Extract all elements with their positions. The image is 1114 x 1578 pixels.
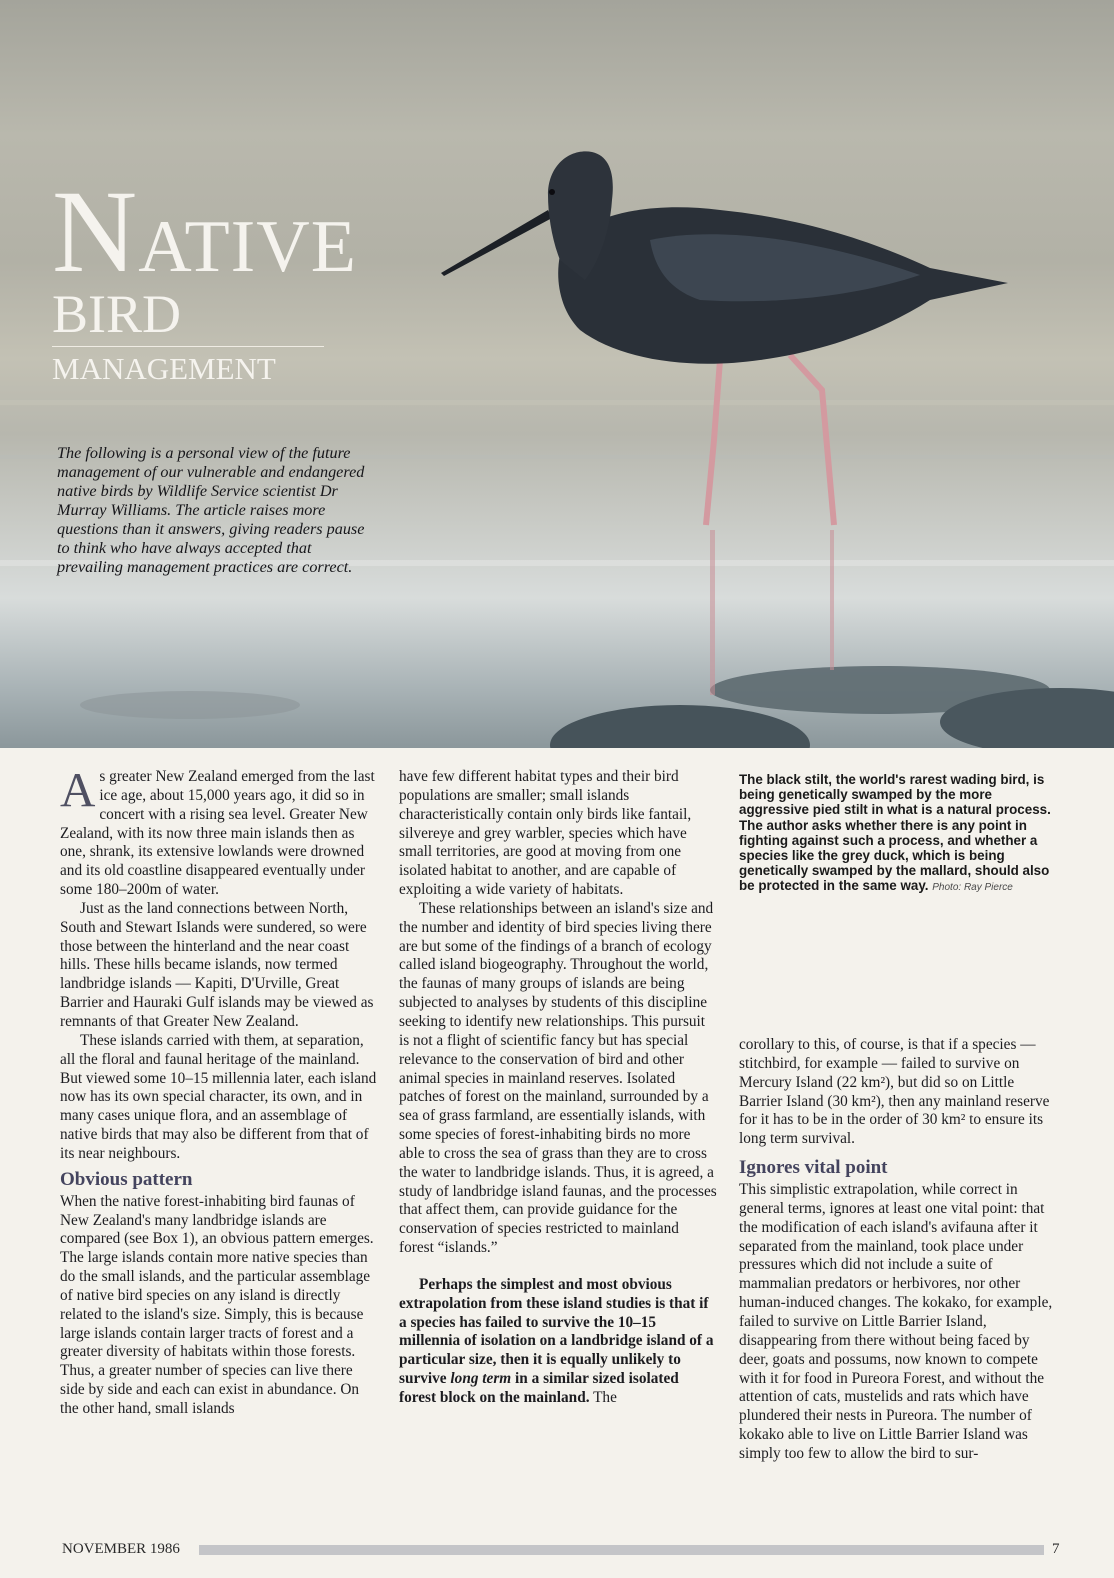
col2-paragraph-2: These relationships between an island's size and the number and identity of bird species living there are but some of the findings of a branch of ecology called island biogeography. Throughout the world, the faunas of many groups of islands are being subjected to analyses by students of this discipline seeking to identify new relationships. This pursuit is not a flight of scientific fancy but has special relevance to the conservation of bird and other animal species in mainland reserves. Isolated patches of forest on the mainland, surrounded by a sea of grass farmland, are essentially islands, with some species of forest-inhabiting birds no more able to cross the sea of grass than they are to cross the water to landbridge islands. Thus, it is agreed, a study of landbridge island faunas, and the processes that affect them, can provide guidance for the conservation of species restricted to mainland forest “islands.”	[399, 899, 717, 1257]
hero-photo	[0, 0, 1114, 748]
drop-cap: A	[60, 762, 96, 817]
col1-paragraph-1	[60, 762, 378, 900]
column-3	[739, 1036, 1061, 1464]
footer-rule	[199, 1545, 1044, 1555]
issue-date: NOVEMBER 1986	[62, 1541, 180, 1557]
photo-caption	[739, 772, 1059, 896]
col2-paragraph-1: have few different habitat types and their bird populations are smaller; small islands characteristically contain only birds like fantail, silvereye and grey warbler, species which have small territories, are good at moving from one isolated habitat to another, and are capable of exploiting a wide variety of habitats.	[399, 768, 692, 899]
col1-paragraph-2: Just as the land connections between North, South and Stewart Islands were sundered, so were those between the hinterland and the near coast hills. These hills became islands, now termed landbridge islands — Kapiti, D'Urville, Great Barrier and Hauraki Gulf islands may be viewed as remnants of that Greater New Zealand.	[60, 899, 374, 1030]
col2-pull-paragraph	[399, 1276, 717, 1408]
title-rule	[52, 346, 324, 347]
column-2	[399, 768, 717, 1408]
title-line-bird: BIRD	[52, 284, 182, 344]
col3-paragraph-2: This simplistic extrapolation, while correct in general terms, ignores at least one vital point: that the modification of each island's avifauna after it separated from the mainland, took place under pressures which did not include a suite of mammalian predators or herbivores, nor other human-induced changes. The kokako, for example, failed to survive on Little Barrier Island, disappearing from there without being faced by deer, goats and possums, now known to compete with it for food in Pureora Forest, and without the attention of cats, mustelids and rats which have plundered their nests in Pureora. The number of kokako able to live on Little Barrier Island was simply too few to allow the bird to sur-	[739, 1181, 1053, 1462]
col3-paragraph-1: corollary to this, of course, is that if a species — stitchbird, for example — failed to survive on Mercury Island (22 km²), but did so on Little Barrier Island (30 km²), then any mainland reserve for it has to be in the order of 30 km² to ensure its long term survival.	[739, 1036, 1050, 1148]
article-title	[52, 166, 357, 389]
pull-text-a: Perhaps the simplest and most obvious extrapolation from these island studies is that if a species has failed to survive the 10–15 millennia of isolation on a landbridge island of a particular size, then it is equally unlikely to survive	[399, 1275, 714, 1388]
column-1	[60, 762, 378, 1419]
col1-paragraph-1-text: s greater New Zealand emerged from the last ice age, about 15,000 years ago, it did so in concert with a rising sea level. Greater New Zealand, with its now three main islands then as one, shrank, its extensive lowlands were drowned and its old coastline disappeared eventually under some 180–200m of water.	[60, 768, 375, 899]
pull-text-emphasis: long term	[450, 1370, 512, 1388]
photo-credit: Photo: Ray Pierce	[932, 882, 1013, 894]
pull-text-tail: The	[589, 1389, 617, 1406]
page-number: 7	[1052, 1541, 1060, 1557]
caption-text: The black stilt, the world's rarest wading bird, is being genetically swamped by the more aggressive pied stilt in what is a natural process. The author asks whether there is any point in fighting against such a process, and whether a species like the grey duck, which is being genetically swamped by the mallard, should also be protected in the same way.	[739, 772, 1051, 894]
title-line-native	[52, 166, 357, 297]
intro-paragraph: The following is a personal view of the future management of our vulnerable and endangered native birds by Wildlife Service scientist Dr Murray Williams. The article raises more questions than it answers, giving readers pause to think who have always accepted that prevailing management practices are correct.	[57, 444, 365, 576]
heading-ignores-vital-point: Ignores vital point	[739, 1157, 888, 1179]
title-initial: N	[52, 166, 139, 297]
title-rest: ATIVE	[138, 206, 357, 288]
page-footer	[62, 1540, 1062, 1560]
heading-obvious-pattern: Obvious pattern	[60, 1168, 193, 1190]
title-line-management: MANAGEMENT	[52, 351, 276, 386]
col1-paragraph-4: When the native forest-inhabiting bird faunas of New Zealand's many landbridge islands are compared (see Box 1), an obvious pattern emerges. The large islands contain more native species than do the small islands, and the particular assemblage of native bird species on any island is directly related to the island's size. Simply, this is because large islands contain larger tracts of forest and a greater diversity of habitats within those forests. Thus, a greater number of species can live there side by side and each can exist in abundance. On the other hand, small islands	[60, 1192, 374, 1417]
col1-paragraph-3: These islands carried with them, at separation, all the floral and faunal heritage of the mainland. But viewed some 10–15 millennia later, each island now has its own special character, its own, and in many cases unique flora, and an assemblage of native birds that may also be different from that of its near neighbours.	[60, 1031, 377, 1162]
pull-text-b: in a similar sized isolated forest block on the mainland.	[399, 1370, 679, 1406]
